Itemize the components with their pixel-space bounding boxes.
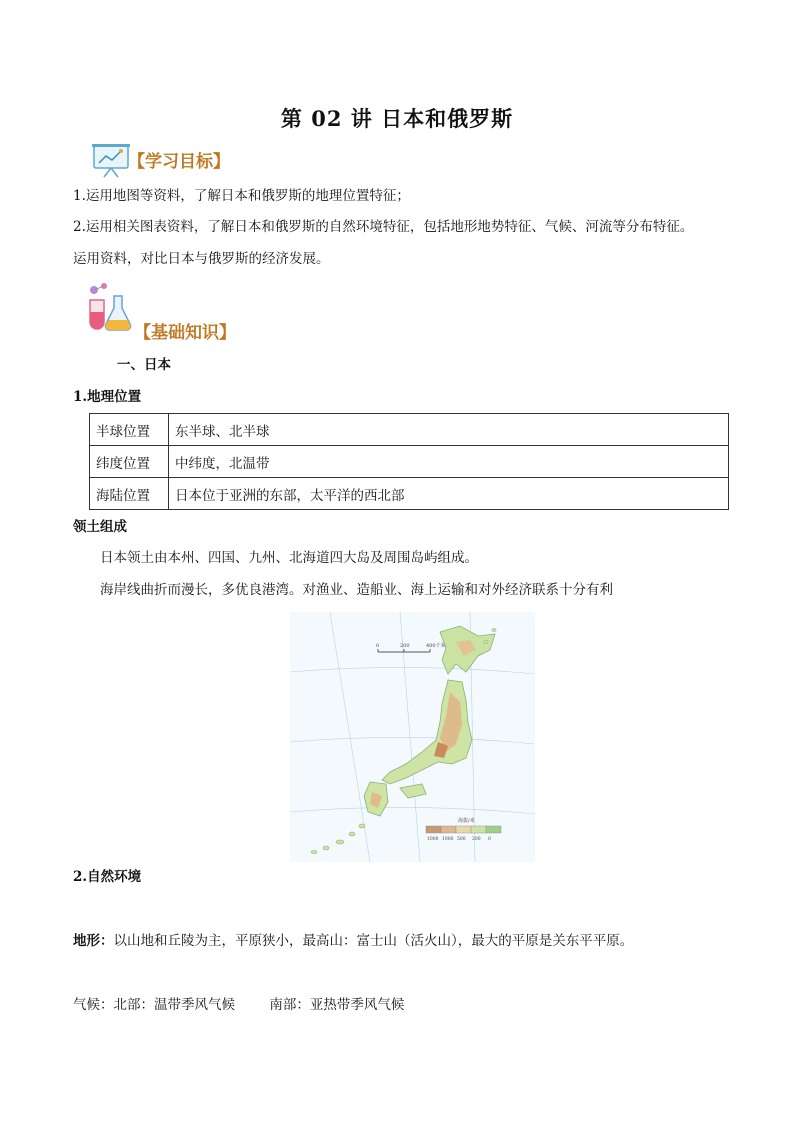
table-value: 东半球、北半球 (169, 414, 729, 446)
table-row (90, 414, 729, 446)
territory-heading: 领土组成 (73, 519, 127, 535)
flask-icon (84, 282, 134, 334)
territory-line-2: 海岸线曲折而漫长，多优良港湾。对渔业、造船业、海上运输和对外经济联系十分有利 (100, 582, 613, 598)
terrain-label: 地形： (73, 933, 114, 949)
table-key: 海陆位置 (90, 478, 169, 510)
legend-swatch (486, 826, 501, 833)
part-heading-japan: 一、日本 (117, 357, 171, 373)
nature-heading: 2.自然环境 (73, 869, 142, 885)
japan-map (290, 612, 535, 862)
location-heading: 1.地理位置 (73, 389, 142, 405)
table-key: 半球位置 (90, 414, 169, 446)
territory-line-1: 日本领土由本州、四国、九州、北海道四大岛及周围岛屿组成。 (100, 550, 478, 566)
legend-value: 1000 (442, 837, 454, 842)
objective-item-2: 2.运用相关图表资料，了解日本和俄罗斯的自然环境特征，包括地形地势特征、气候、河流等分布特征。 (73, 219, 694, 235)
legend-value: 0 (488, 837, 491, 842)
legend-swatch (456, 826, 471, 833)
legend-swatch (471, 826, 486, 833)
location-table (89, 413, 729, 510)
legend-swatch (426, 826, 441, 833)
table-row (90, 446, 729, 478)
table-value: 日本位于亚洲的东部，太平洋的西北部 (169, 478, 729, 510)
objectives-heading: 【学习目标】 (128, 152, 230, 172)
scale-label-2: 400千米 (426, 643, 446, 649)
whiteboard-icon (90, 143, 132, 179)
legend-swatch (441, 826, 456, 833)
scale-label-0: 0 (376, 643, 380, 649)
climate-line: 气候：北部：温带季风气候 南部：亚热带季风气候 (73, 997, 405, 1013)
objective-item-3: 运用资料，对比日本与俄罗斯的经济发展。 (73, 251, 330, 267)
terrain-line (73, 931, 633, 951)
legend-title: 海拔/米 (458, 818, 475, 824)
legend-value: 200 (472, 837, 481, 842)
terrain-text: 以山地和丘陵为主，平原狭小，最高山：富士山（活火山），最大的平原是关东平平原。 (113, 933, 634, 949)
scale-label-1: 200 (400, 643, 410, 649)
basics-heading: 【基础知识】 (134, 323, 236, 343)
legend-value: 1000 (427, 837, 439, 842)
objective-item-1: 1.运用地图等资料，了解日本和俄罗斯的地理位置特征； (73, 188, 410, 204)
legend-value: 500 (457, 837, 466, 842)
table-row (90, 478, 729, 510)
table-key: 纬度位置 (90, 446, 169, 478)
page-title: 第 02 讲 日本和俄罗斯 (280, 106, 514, 131)
table-value: 中纬度，北温带 (169, 446, 729, 478)
